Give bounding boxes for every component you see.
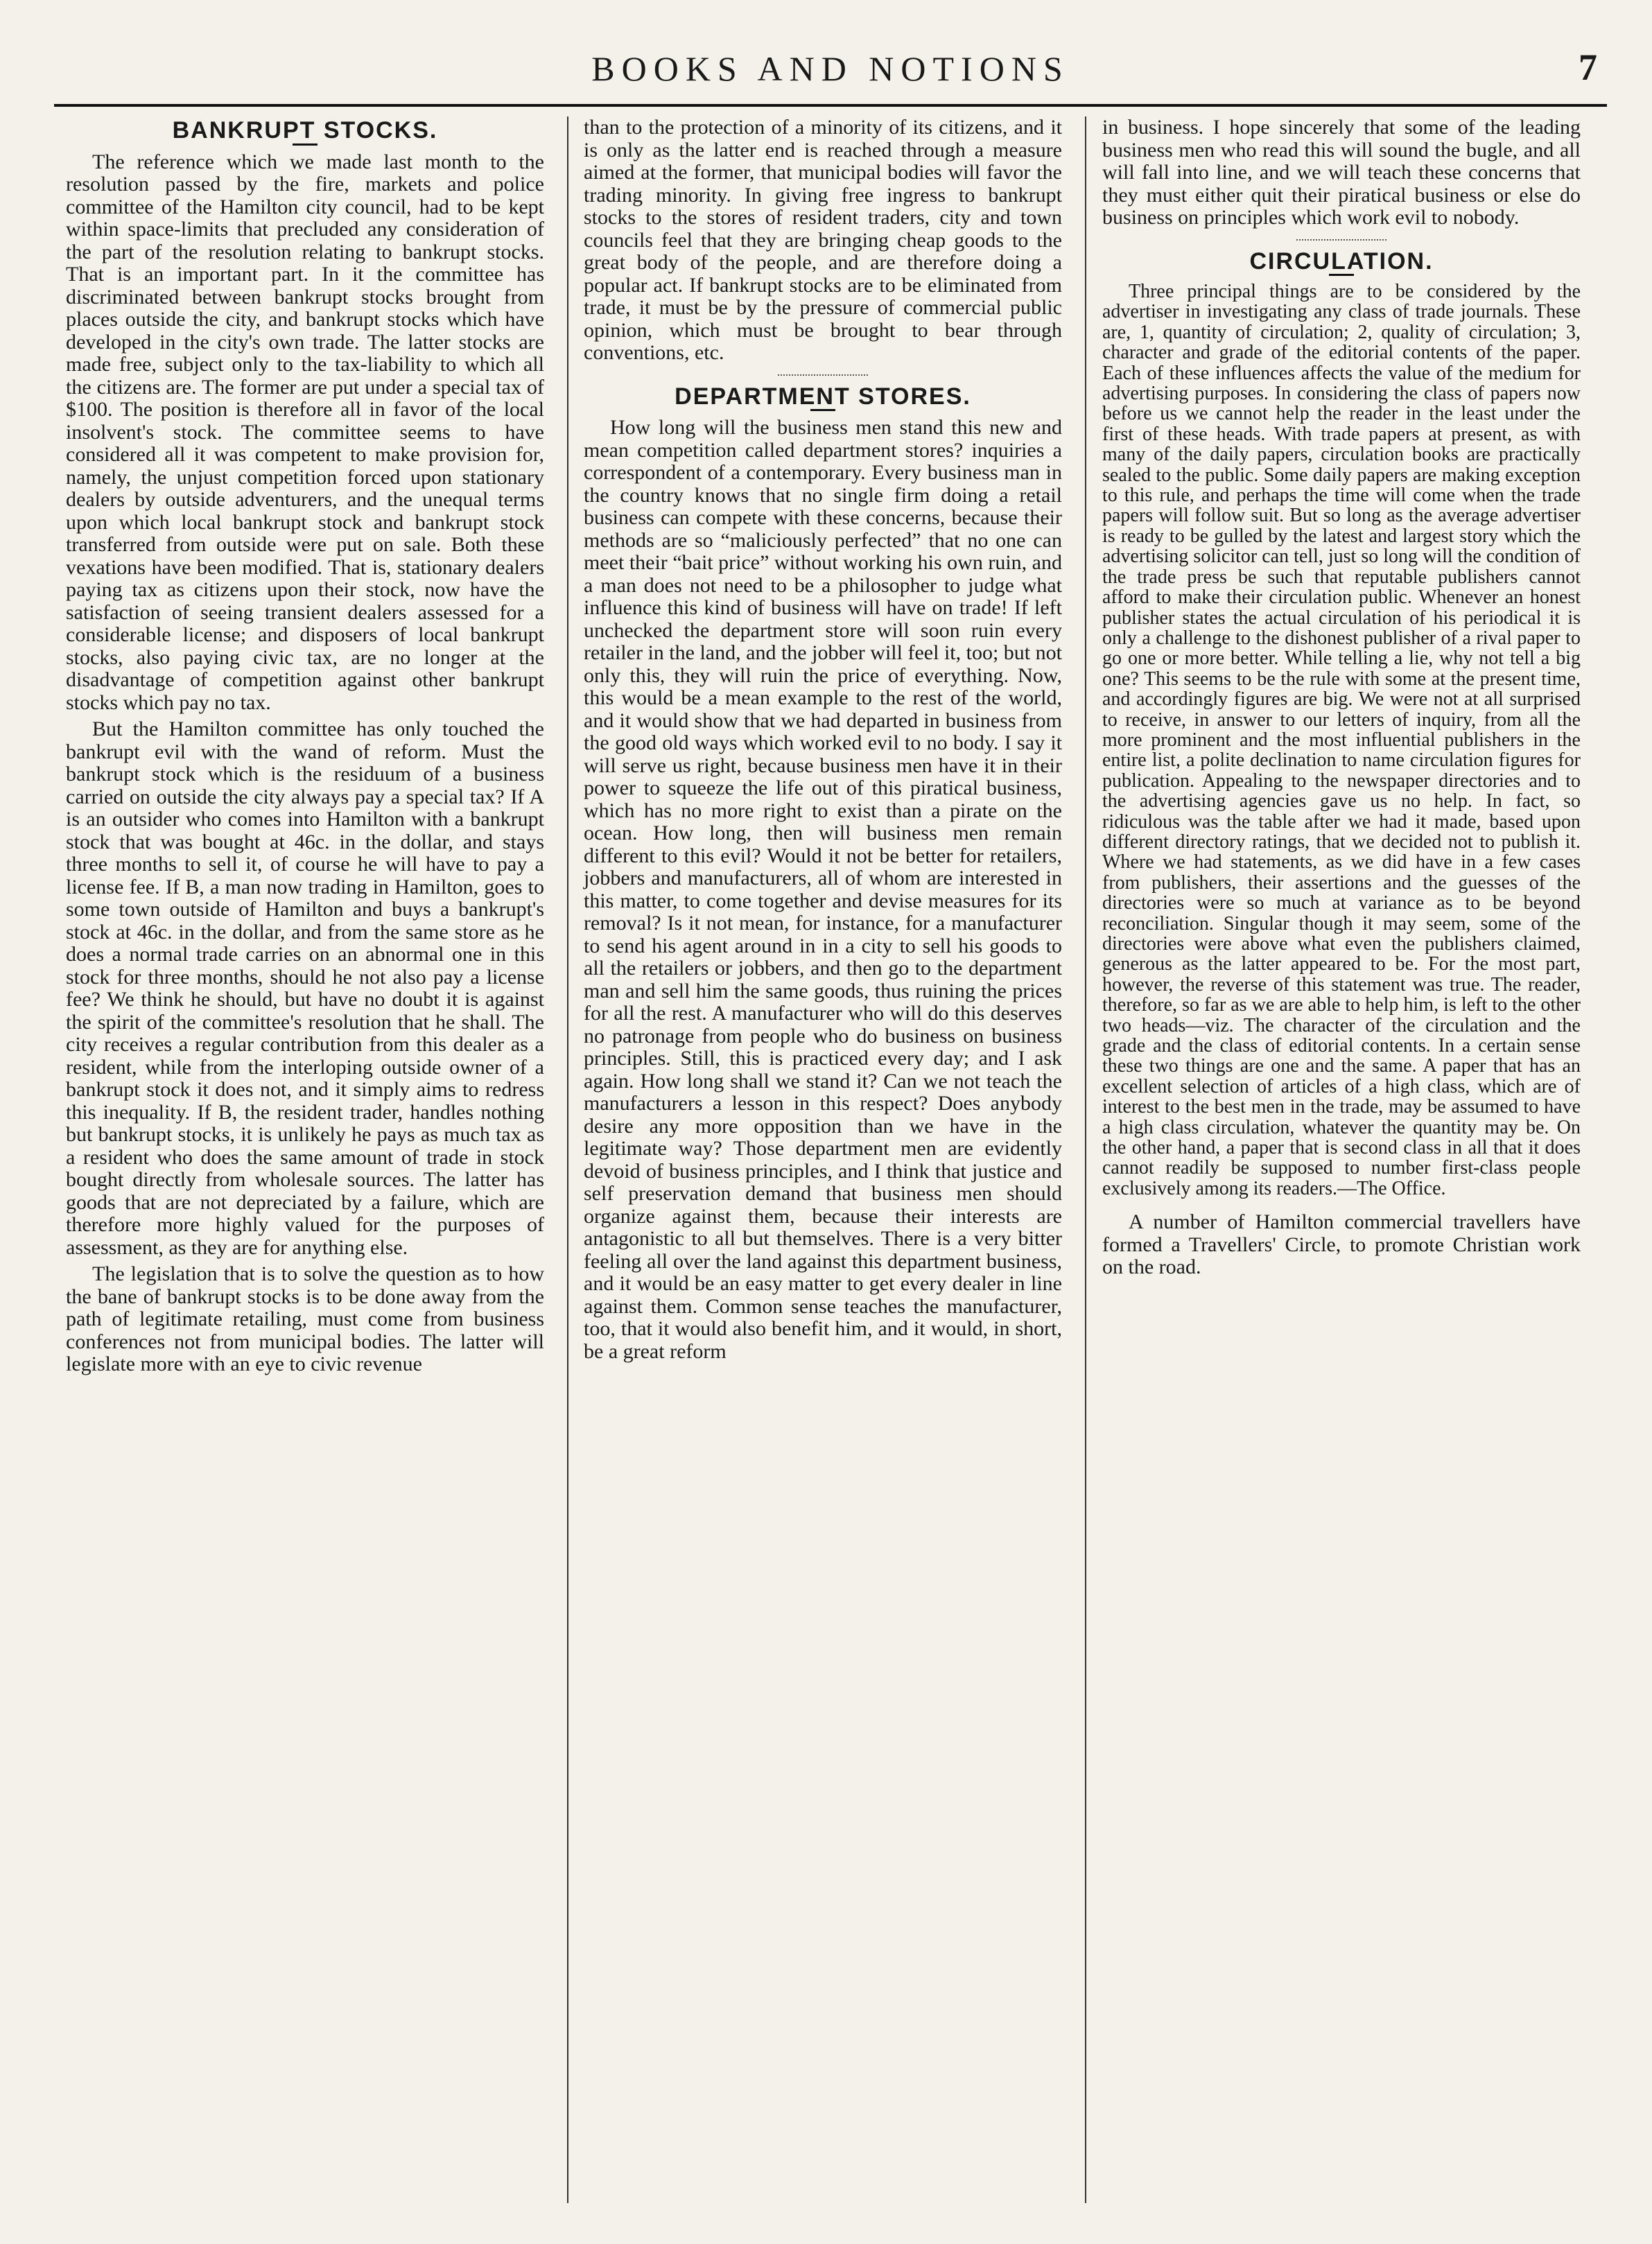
article-separator <box>778 374 868 376</box>
news-item-paragraph: A number of Hamilton commercial travellers have formed a Travellers' Circle, to promote Christian work on the road. <box>1102 1210 1581 1279</box>
article-separator <box>1296 239 1386 241</box>
column-divider <box>567 116 568 2203</box>
article-heading-department-stores: DEPARTMENT STORES. <box>675 383 971 410</box>
article-paragraph-continued: than to the protection of a minority of its citizens, and it is only as the latter end is reached through a measure aimed at the former, that municipal bodies will favor the trading minority. In giving free ingress to bankrupt stocks to the stores of resident traders, city and town councils feel that they are bringing cheap goods to the great body of the people, and are therefore doing a popular act. If bankrupt stocks are to be eliminated from trade, it must be by the pressure of commercial public opinion, which must be brought to bear through conventions, etc. <box>584 116 1062 364</box>
article-heading-circulation: CIRCULATION. <box>1249 247 1434 275</box>
article-paragraph: But the Hamilton committee has only touched the bankrupt evil with the wand of reform. Must the bankrupt stock which is the residuum of a business carried on outside the city always pay a special tax? If A is an outsider who comes into Hamilton with a bankrupt stock that was bought at 46c. in the dollar, and stays three months to sell it, of course he will have to pay a license fee. If B, a man now trading in Hamilton, goes to some town outside of Hamilton and buys a bankrupt's stock at 46c. in the dollar, and from the same store as he does a normal trade carries on an abnormal one in this stock for three months, should he not also pay a license fee? We think he should, but have no doubt it is against the spirit of the committee's resolution that he shall. The city receives a regular contribution from this dealer as a resident, while from the interloping outside owner of a bankrupt stock it does not, and it simply aims to redress this inequality. If B, the resident trader, handles nothing but bankrupt stocks, it is unlikely he pays as much tax as a resident who does the same amount of trade in stock bought directly from wholesale sources. The latter has goods that are not depreciated by a failure, which are therefore more highly valued for the purposes of assessment, as they are for anything else. <box>66 717 544 1259</box>
article-paragraph: How long will the business men stand this new and mean competition called department stores? inquiries a correspondent of a contemporary. Every business man in the country knows that no single firm doing a retail business can compete with these concerns, because their methods are so “maliciously perfected” that no one can meet their “bait price” without working his own ruin, and a man does not need to be a philosopher to judge what influence this kind of business will have on trade! If left unchecked the department store will soon ruin every retailer in the land, and the jobber will feel it, too; but not only this, they will ruin the price of everything. Now, this would be a mean example to the rest of the world, and it would show that we had departed in business from the good old ways which worked evil to no body. I say it will serve us right, because business men have it in their power to squeeze the life out of this piratical business, which has no more right to exist than a pirate on the ocean. How long, then will business men remain different to this evil? Would it not be better for retailers, jobbers and manufacturers, all of whom are interested in this matter, to come together and devise measures for its removal? Is it not mean, for instance, for a manufacturer to send his agent around in in a city to sell his goods to all the retailers or jobbers, and then go to the department man and sell him the same goods, thus ruining the prices for all the rest. A manufacturer who will do this deserves no patronage from people who do business on business principles. Still, this is practiced every day; and I ask again. How long shall we stand it? Can we not teach the manufacturers a lesson in this respect? Does anybody desire any more opposition than we have in the legitimate way? Those department men are evidently devoid of business principles, and I think that justice and self preservation demand that business men should organize against them, because their interests are antagonistic to all but themselves. There is a very bitter feeling all over the land against this department business, and it would be an easy matter to get every dealer in line against them. Common sense teaches the manufacturer, too, that it would also benefit him, and it would, in short, be a great reform <box>584 416 1062 1363</box>
column-3 <box>1102 116 1581 1283</box>
column-divider <box>1085 116 1086 2203</box>
article-paragraph: The legislation that is to solve the question as to how the bane of bankrupt stocks is to be done away from the path of legitimate retailing, must come from business conferences not from municipal bodies. The latter will legislate more with an eye to civic revenue <box>66 1262 544 1375</box>
article-paragraph: Three principal things are to be considered by the advertiser in investigating any class of trade journals. These are, 1, quantity of circulation; 2, quality of circulation; 3, character and grade of the editorial contents of the paper. Each of these influences affects the value of the medium for advertising purposes. In considering the class of papers now before us we cannot help the reader in the least under the first of these heads. With trade papers at present, as with many of the daily papers, circulation books are practically sealed to the public. Some daily papers are making exception to this rule, and perhaps the time will come when the trade papers will follow suit. But so long as the average advertiser is ready to be gulled by the latest and largest story which the advertising solicitor can tell, just so long will the condition of the trade press be such that reputable publishers cannot afford to make their circulation public. Whenever an honest publisher states the actual circulation of his periodical it is only a challenge to the dishonest publisher of a rival paper to go one or more better. While telling a lie, why not tell a big one? This seems to be the rule with some at the present time, and accordingly figures are big. We were not at all surprised to receive, in answer to our letters of inquiry, from all the more prominent and the most influential publishers in the entire list, a polite declination to name circulation figures for publication. Appealing to the newspaper directories and to the advertising agencies gave us no help. In fact, so ridiculous was the table after we had it made, based upon different directory ratings, that we decided not to publish it. Where we had statements, as we did have in a few cases from publishers, their assertions and the guesses of the directories were so much at variance as to be beyond reconciliation. Singular though it may seem, some of the directories were above what even the publishers claimed, generous as the latter appeared to be. For the most part, however, the reverse of this statement was true. The reader, therefore, so far as we are able to help him, is left to the other two heads—viz. The character of the circulation and the grade and the class of editorial contents. In a certain sense these two things are one and the same. A paper that has an excellent selection of articles of a high class, which are of interest to the best men in the trade, may be assumed to have a high class circulation, whatever the quantity may be. On the other hand, a paper that is second class in all that it does cannot readily be supposed to number first-class people exclusively among its readers.—The Office. <box>1102 281 1581 1199</box>
column-2 <box>584 116 1062 1367</box>
masthead-title: BOOKS AND NOTIONS <box>591 49 1070 88</box>
column-1 <box>66 116 544 1380</box>
page-number: 7 <box>1579 46 1597 88</box>
page-header <box>54 46 1607 104</box>
article-paragraph-continued: in business. I hope sincerely that some of the leading business men who read this will sound the bugle, and all will fall into line, and we will teach these concerns that they must either quit their piratical business or else do business on principles which work evil to nobody. <box>1102 116 1581 229</box>
article-heading-bankrupt-stocks: BANKRUPT STOCKS. <box>172 117 438 143</box>
article-paragraph: The reference which we made last month to the resolution passed by the fire, markets and police committee of the Hamilton city council, had to be kept within space-limits that precluded any consideration of the part of the resolution relating to bankrupt stocks. That is an important part. In it the committee has discriminated between bankrupt stocks brought from places outside the city, and bankrupt stocks which have developed in the city's own trade. The latter stocks are made free, subject only to the tax-liability to which all the citizens are. The former are put under a special tax of $100. The position is therefore all in favor of the local insolvent's stock. The committee seems to have considered all it was competent to make provision for, namely, the unjust competition forced upon stationary dealers by outside adventurers, and the unequal terms upon which local bankrupt stock and bankrupt stock transferred from outside were put on sale. Both these vexations have been modified. That is, stationary dealers paying tax as citizens upon their stock, now have the satisfaction of seeing transient dealers assessed for a considerable license; and disposers of local bankrupt stocks, also paying civic tax, are no longer at the disadvantage of competition against other bankrupt stocks which pay no tax. <box>66 150 544 714</box>
header-rule <box>54 104 1607 107</box>
